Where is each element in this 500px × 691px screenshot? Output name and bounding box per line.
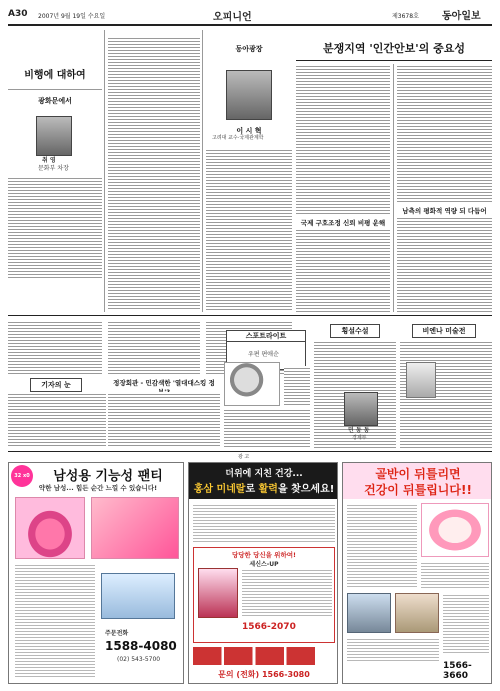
ad-highlight-2: 활력 [258,484,278,495]
issue-number: 제3678호 [392,13,419,20]
reporter-name: 민 동 동 [348,427,370,434]
column-body-continued [108,36,200,310]
editorial-body-3 [397,64,492,202]
row2-left-text [8,320,102,374]
ad-subtitle: 약한 남성... 힘든 순간 느낄 수 있습니다! [38,484,158,492]
column4-illustration [406,362,436,398]
column-body-text [206,148,292,310]
issue-date: 2007년 9월 19일 수요일 [38,13,106,20]
column4-title: 비엔나 미술전 [412,324,476,338]
ad-tag: 광 고 [238,454,250,460]
ad-body-text-2 [421,561,489,589]
ad-title-line1: 더위에 지친 건강... [225,469,303,479]
page-number: A30 [8,9,28,19]
column3-title: 횡설수설 [330,324,380,338]
ad-product-image-2 [91,497,179,559]
ad-product-phone[interactable]: 1566-2070 [242,622,296,632]
author-name: 이 시 혁 [236,127,262,135]
author-name: 취 영 [42,157,56,164]
column-title: 비행에 대하여 [24,70,86,81]
reporter-eye-body [8,392,106,448]
ad-pelvis[interactable] [342,462,492,684]
center-body [108,392,220,448]
ad-product-box [101,573,175,619]
ad-badge: 32 x0 [11,465,33,487]
ad-body-text-4 [347,637,439,661]
ad-phone[interactable]: 1566-3660 [443,661,472,681]
ad-phone[interactable]: 1588-4080 [105,639,177,653]
author-role: 고려대 교수·국제관계학 [212,135,264,141]
ad-product-title: 당당한 당신을 위하여! [231,551,296,559]
author-photo [36,116,72,156]
editorial-subhead-1: 국제 구호조정 신뢰 비평 운해 [300,219,386,227]
ad-product-box [198,568,238,618]
ad-phone-label: 주문전화 [105,630,129,637]
ad-product-image [15,497,85,559]
author-photo [226,70,272,120]
spotlight-title: 스포트라이트 [227,331,305,342]
column-gwanghwamun [8,30,102,280]
paper-name: 동아일보 [442,11,481,22]
ad-photo-1 [347,593,391,633]
ad-title-line2: 홍삼 미네랄로 활력을 찾으세요! [193,484,335,495]
ad-phone-ext: (02) 543-5700 [117,656,161,663]
ad-body-text-3 [443,593,489,653]
ad-title-line2: 건강이 뒤틀립니다!! [364,483,472,497]
ad-title-line1: 골반이 뒤틀리면 [375,467,461,481]
ad-body-text [193,503,335,543]
reporter-photo [344,392,378,426]
editorial-body-4 [397,216,492,312]
column-section: 동아광장 [235,45,263,53]
author-role: 문화부 차장 [38,165,69,172]
ad-title: 남성용 기능성 팬티 [53,469,163,484]
reporter-role: 경제부 [352,435,367,441]
spotlight-illustration [224,362,280,406]
spotlight-body-1 [224,408,310,448]
editorial-body-2 [296,228,390,312]
ad-illustration [421,503,489,557]
spotlight-body-2 [284,366,310,406]
ad-boxes [193,647,335,665]
ad-product-desc [242,568,332,616]
ad-ginseng[interactable] [188,462,338,684]
row2-text-2 [108,320,200,374]
ad-product-panel [193,547,335,643]
center-headline: 정장회관 - 민감색한 '열대대스킹 정 [113,379,215,387]
editorial-headline: 분쟁지역 '인간안보'의 중요성 [323,42,465,55]
ad-bottom-phone[interactable]: 문의 (전화) 1566-3080 [218,670,310,679]
ad-body-text [15,563,95,679]
ad-body-text-1 [347,503,417,589]
editorial-body-1 [296,64,390,214]
editorial-subhead-2: 남측의 평화적 역량 되 다듬어 [402,207,487,215]
spotlight-author: 우편 편애순 [248,351,279,358]
column-body-text [8,176,102,280]
header-rule [8,24,492,26]
reporter-eye-title: 기자의 눈 [30,378,82,392]
ad-brand: 세신스-UP [249,561,279,568]
ad-photo-2 [395,593,439,633]
column-donga-plaza [206,30,292,312]
ad-highlight-1: 홍삼 미네랄 [193,484,246,495]
ad-underwear[interactable] [8,462,184,684]
section-title: 오피니언 [213,12,252,23]
column-label: 광화문에서 [38,97,72,105]
page-header [8,6,492,26]
